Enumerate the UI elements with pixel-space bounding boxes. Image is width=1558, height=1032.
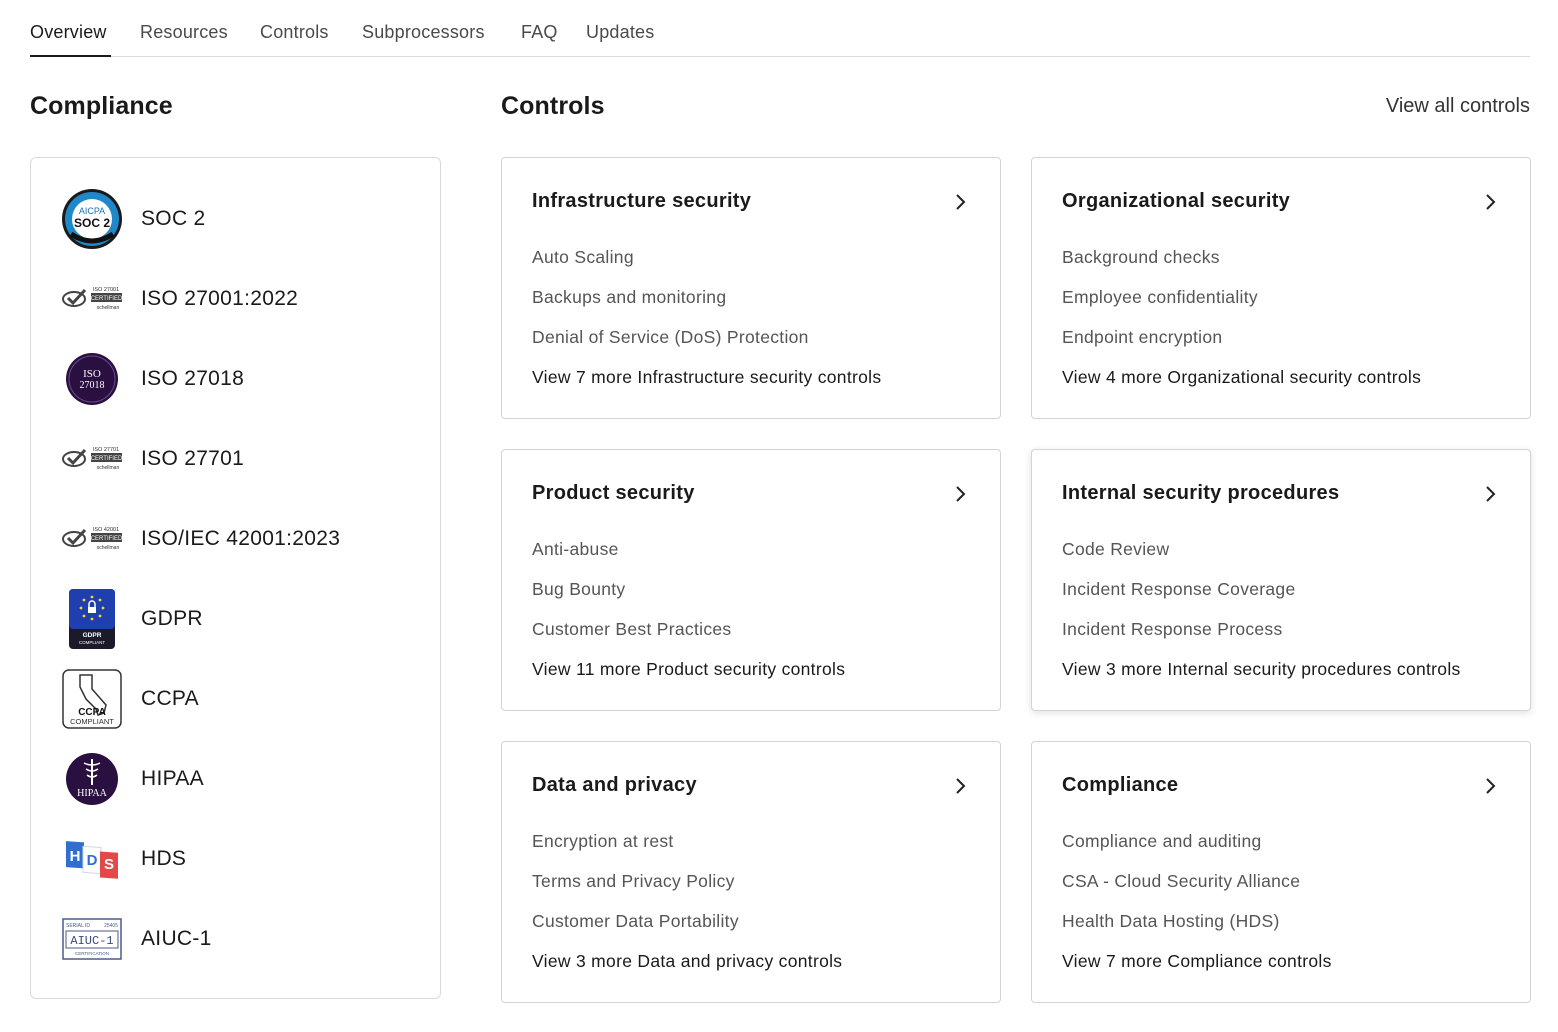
chevron-right-icon[interactable] [1480, 776, 1500, 796]
compliance-item-name: AIUC-1 [141, 927, 212, 950]
control-card-compliance[interactable] [1031, 741, 1531, 1003]
svg-text:CERTIFIED: CERTIFIED [90, 296, 123, 302]
svg-text:S: S [103, 856, 115, 873]
compliance-item-aiuc-1[interactable] [61, 907, 421, 971]
svg-text:schellman: schellman [96, 545, 120, 551]
compliance-item-name: CCPA [141, 687, 199, 710]
control-card-title: Internal security procedures [1062, 482, 1340, 504]
svg-text:CERTIFICATION: CERTIFICATION [74, 951, 110, 956]
compliance-item-hds[interactable] [61, 827, 421, 891]
compliance-item-iso-27001[interactable] [61, 267, 421, 331]
compliance-item-ccpa[interactable] [61, 667, 421, 731]
compliance-item-gdpr[interactable] [61, 587, 421, 651]
gdpr-compliant-icon [61, 588, 123, 650]
svg-text:COMPLIANT: COMPLIANT [70, 717, 114, 726]
tab-bar [30, 0, 1530, 57]
svg-text:27018: 27018 [79, 380, 105, 391]
schellman-iso-27701-icon [61, 428, 123, 490]
svg-text:schellman: schellman [96, 305, 120, 311]
svg-text:D: D [86, 852, 98, 869]
control-item: Backups and monitoring [532, 287, 727, 307]
control-item: Terms and Privacy Policy [532, 871, 735, 891]
svg-text:SOC 2: SOC 2 [73, 216, 111, 230]
svg-text:CERTIFIED: CERTIFIED [90, 536, 123, 542]
view-more-controls-link[interactable]: View 4 more Organizational security controls [1062, 367, 1422, 387]
chevron-right-icon[interactable] [1480, 192, 1500, 212]
compliance-item-name: ISO/IEC 42001:2023 [141, 527, 341, 550]
control-item: CSA - Cloud Security Alliance [1062, 871, 1301, 891]
compliance-item-name: GDPR [141, 607, 203, 630]
control-card-organizational-security[interactable] [1031, 157, 1531, 419]
svg-text:CERTIFIED: CERTIFIED [90, 456, 123, 462]
iso-27018-seal-icon [61, 348, 123, 410]
control-item: Incident Response Process [1062, 619, 1283, 639]
schellman-iso-27001-icon [61, 268, 123, 330]
hds-badge-icon [61, 828, 123, 890]
chevron-right-icon[interactable] [950, 484, 970, 504]
svg-text:ISO 27001: ISO 27001 [92, 287, 120, 293]
svg-text:SERIAL ID: SERIAL ID [66, 923, 90, 929]
compliance-item-name: ISO 27018 [141, 367, 245, 390]
control-item: Anti-abuse [532, 539, 619, 559]
chevron-right-icon[interactable] [1480, 484, 1500, 504]
svg-text:GDPR: GDPR [82, 632, 102, 639]
control-card-internal-security-procedures[interactable] [1031, 449, 1531, 711]
chevron-right-icon[interactable] [950, 192, 970, 212]
compliance-item-soc2[interactable] [61, 187, 421, 251]
control-item: Background checks [1062, 247, 1220, 267]
control-item: Auto Scaling [532, 247, 634, 267]
control-card-title: Product security [532, 482, 695, 504]
schellman-iso-42001-icon [61, 508, 123, 570]
compliance-heading: Compliance [30, 92, 173, 120]
aicpa-soc2-seal-icon [61, 188, 123, 250]
view-more-controls-link[interactable]: View 7 more Infrastructure security controls [532, 367, 882, 387]
control-item: Employee confidentiality [1062, 287, 1258, 307]
view-more-controls-link[interactable]: View 7 more Compliance controls [1062, 951, 1332, 971]
svg-text:ISO 27701: ISO 27701 [92, 447, 120, 453]
compliance-item-hipaa[interactable] [61, 747, 421, 811]
tab-updates[interactable]: Updates [586, 22, 655, 42]
view-more-controls-link[interactable]: View 11 more Product security controls [532, 659, 846, 679]
svg-text:H: H [69, 848, 81, 865]
svg-text:25405: 25405 [104, 923, 118, 929]
compliance-item-iso-27018[interactable] [61, 347, 421, 411]
view-more-controls-link[interactable]: View 3 more Data and privacy controls [532, 951, 843, 971]
compliance-item-name: HIPAA [141, 767, 204, 790]
tab-subprocessors[interactable]: Subprocessors [362, 22, 485, 42]
compliance-item-name: SOC 2 [141, 207, 206, 230]
control-item: Code Review [1062, 539, 1170, 559]
control-card-product-security[interactable] [501, 449, 1001, 711]
tab-resources[interactable]: Resources [140, 22, 228, 42]
svg-text:ISO: ISO [83, 368, 101, 380]
control-card-title: Infrastructure security [532, 190, 752, 212]
svg-text:HIPAA: HIPAA [77, 788, 107, 799]
compliance-card [30, 157, 441, 999]
control-item: Customer Data Portability [532, 911, 739, 931]
active-tab-indicator [30, 55, 111, 57]
svg-text:AICPA: AICPA [78, 206, 106, 216]
control-item: Encryption at rest [532, 831, 674, 851]
tab-faq[interactable]: FAQ [521, 22, 558, 42]
compliance-item-name: HDS [141, 847, 187, 870]
control-item: Health Data Hosting (HDS) [1062, 911, 1280, 931]
svg-text:COMPLIANT: COMPLIANT [78, 640, 106, 645]
view-more-controls-link[interactable]: View 3 more Internal security procedures controls [1062, 659, 1461, 679]
control-item: Bug Bounty [532, 579, 626, 599]
compliance-item-name: ISO 27701 [141, 447, 245, 470]
svg-text:CCPA: CCPA [78, 707, 106, 718]
control-card-title: Compliance [1062, 774, 1179, 796]
tab-controls[interactable]: Controls [260, 22, 329, 42]
controls-heading: Controls [501, 92, 605, 120]
view-all-controls-link[interactable]: View all controls [1385, 95, 1530, 117]
control-card-infrastructure-security[interactable] [501, 157, 1001, 419]
tab-overview[interactable]: Overview [30, 22, 107, 42]
control-card-title: Data and privacy [532, 774, 697, 796]
svg-text:schellman: schellman [96, 465, 120, 471]
control-card-title: Organizational security [1062, 190, 1291, 212]
control-item: Endpoint encryption [1062, 327, 1223, 347]
control-item: Denial of Service (DoS) Protection [532, 327, 809, 347]
control-item: Customer Best Practices [532, 619, 732, 639]
compliance-item-iso-27701[interactable] [61, 427, 421, 491]
control-card-data-and-privacy[interactable] [501, 741, 1001, 1003]
control-item: Compliance and auditing [1062, 831, 1262, 851]
ccpa-compliant-icon [61, 668, 123, 730]
svg-text:AIUC-1: AIUC-1 [70, 934, 114, 948]
compliance-item-name: ISO 27001:2022 [141, 287, 299, 310]
control-item: Incident Response Coverage [1062, 579, 1296, 599]
aiuc-1-certification-icon [61, 908, 123, 970]
compliance-item-iso-42001[interactable] [61, 507, 421, 571]
svg-text:ISO 42001: ISO 42001 [92, 527, 120, 533]
hipaa-seal-icon [61, 748, 123, 810]
chevron-right-icon[interactable] [950, 776, 970, 796]
